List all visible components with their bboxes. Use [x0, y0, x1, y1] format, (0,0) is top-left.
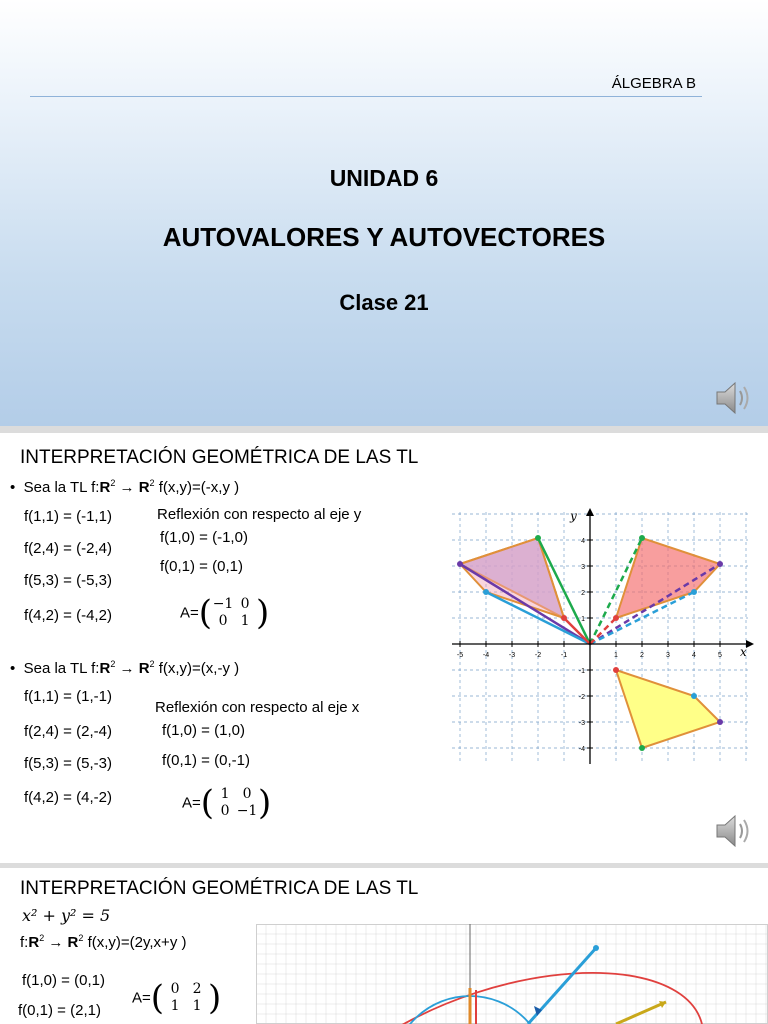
definition-bullet: • Sea la TL $f:R^2 \to R^2$ f(x,y)=(-x,y ) — [10, 478, 240, 496]
x-tick-label: -4 — [482, 652, 490, 659]
y-axis-arrow — [586, 508, 594, 516]
transformation-def: $f:R^2 \to R^2$ f(x,y)=(2y,x+y ) — [20, 933, 187, 951]
basis-image: f(0,1) = (0,1) — [160, 558, 243, 575]
speaker-icon[interactable] — [714, 380, 758, 421]
circle-equation: x² + y² = 5 — [22, 906, 111, 925]
mapping-line: f(4,2) = (4,-2) — [24, 789, 112, 806]
x-tick-label: -2 — [534, 652, 542, 659]
x-tick-label: -5 — [456, 652, 464, 659]
x-tick-label: -3 — [508, 652, 516, 659]
y-tick-label: 4 — [581, 538, 585, 545]
course-name: ÁLGEBRA B — [611, 75, 696, 92]
basis-image: f(0,1) = (0,-1) — [162, 752, 250, 769]
speaker-icon[interactable] — [714, 813, 758, 854]
slide-divider — [0, 426, 768, 433]
basis-image: f(1,0) = (-1,0) — [160, 529, 248, 546]
original-quad — [616, 538, 720, 618]
mapping-line: f(5,3) = (5,-3) — [24, 755, 112, 772]
mapping-line: f(2,4) = (2,-4) — [24, 723, 112, 740]
slide-heading: INTERPRETACIÓN GEOMÉTRICA DE LAS TL — [20, 878, 419, 899]
slide-title: AUTOVALORES Y AUTOVECTORES — [162, 222, 606, 252]
y-tick-label: 3 — [581, 564, 585, 571]
matrix-a: A=( 1 0 0 −1 ) — [182, 783, 272, 823]
title-slide — [0, 0, 768, 426]
slide-heading: INTERPRETACIÓN GEOMÉTRICA DE LAS TL — [20, 447, 419, 468]
y-tick-label: 2 — [581, 590, 585, 597]
x-axis-arrow — [746, 640, 754, 648]
x-tick-label: 4 — [692, 652, 696, 659]
reflection-label: Reflexión con respecto al eje y — [157, 506, 362, 523]
matrix-a: A=( −1 0 0 1 ) — [180, 593, 270, 633]
mapping-line: f(0,1) = (2,1) — [18, 1002, 101, 1019]
x-tick-label: -1 — [560, 652, 568, 659]
mapping-line: f(5,3) = (-5,3) — [24, 572, 112, 589]
unit-label: UNIDAD 6 — [329, 165, 439, 191]
ellipse-slide — [0, 868, 768, 1024]
reflection-slide — [0, 433, 768, 863]
y-tick-label: -1 — [578, 668, 585, 675]
mapping-line: f(2,4) = (-2,4) — [24, 540, 112, 557]
mapping-line: f(1,1) = (1,-1) — [24, 688, 112, 705]
class-label: Clase 21 — [339, 290, 429, 315]
mapping-line: f(1,0) = (0,1) — [22, 972, 105, 989]
x-tick-label: 3 — [666, 652, 670, 659]
mapping-line: f(1,1) = (-1,1) — [24, 508, 112, 525]
reflection-label: Reflexión con respecto al eje x — [155, 699, 360, 716]
y-axis-label: y — [570, 509, 577, 523]
gold-vector — [616, 1002, 666, 1024]
x-tick-label: 1 — [614, 652, 618, 659]
mapping-line: f(4,2) = (-4,2) — [24, 607, 112, 624]
y-tick-label: 1 — [581, 616, 585, 623]
matrix-a: A=( 0 2 1 1 ) — [132, 978, 222, 1018]
blue-point — [593, 945, 599, 951]
ellipse-graph — [256, 924, 768, 1024]
y-tick-label: -4 — [578, 746, 585, 753]
x-tick-label: 2 — [640, 652, 644, 659]
x-axis-label: x — [740, 645, 747, 659]
y-tick-label: -3 — [578, 720, 585, 727]
y-tick-label: -2 — [578, 694, 585, 701]
definition-bullet: • Sea la TL $f:R^2 \to R^2$ f(x,y)=(x,-y ) — [10, 659, 240, 677]
header-rule — [30, 96, 702, 97]
reflection-graph — [448, 508, 758, 768]
basis-image: f(1,0) = (1,0) — [162, 722, 245, 739]
x-tick-label: 5 — [718, 652, 722, 659]
